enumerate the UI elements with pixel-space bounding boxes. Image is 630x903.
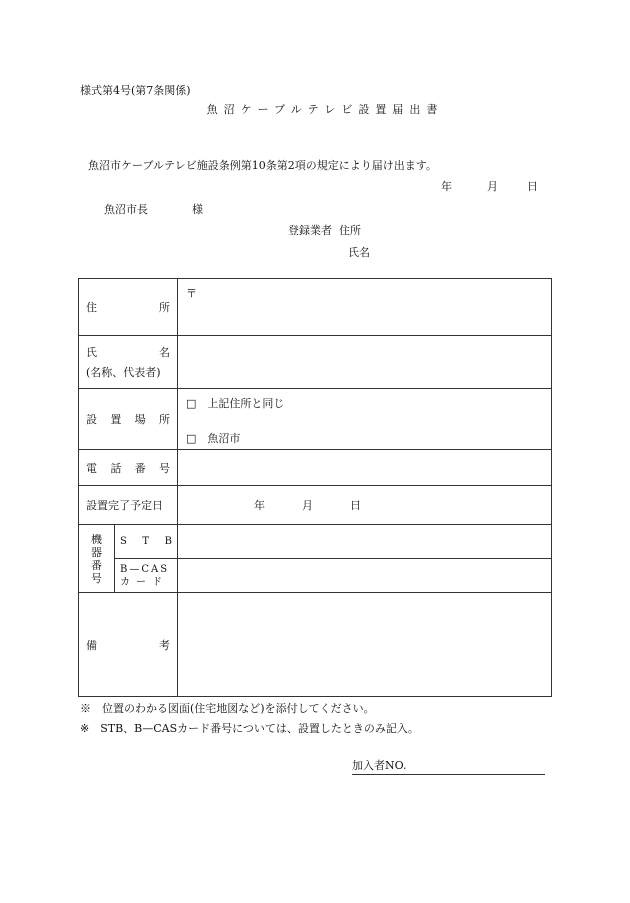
location-field xyxy=(178,389,552,450)
address-label-char-1: 住 xyxy=(86,301,97,314)
address-label-cell xyxy=(79,279,178,336)
name-field[interactable] xyxy=(178,336,552,389)
stb-number-field[interactable] xyxy=(178,525,552,559)
registrant-address xyxy=(288,222,361,238)
postal-mark: 〒 xyxy=(186,287,197,300)
completion-day-label: 日 xyxy=(350,499,361,512)
bcas-label-line-2: カード xyxy=(120,576,168,588)
remarks-label-cell xyxy=(79,593,178,697)
device-number-label: 機 器 番 号 xyxy=(79,525,115,593)
address-field[interactable] xyxy=(178,279,552,336)
address-label-char-2: 所 xyxy=(159,301,170,314)
remarks-field[interactable] xyxy=(178,593,552,697)
completion-month-label: 月 xyxy=(302,499,313,512)
location-label: 設 置 場 所 xyxy=(86,413,170,426)
note-card-number: ※ STB、B—CASカード番号については、設置したときのみ記入。 xyxy=(80,722,419,735)
remarks-label: 備 考 xyxy=(86,638,170,652)
form-number: 様式第4号(第7条関係) xyxy=(80,84,191,97)
addressee xyxy=(104,201,203,217)
phone-label-cell xyxy=(79,450,178,486)
registrant-address-label: 住所 xyxy=(339,224,361,237)
name-label-cell xyxy=(79,336,178,389)
completion-date-field[interactable] xyxy=(178,486,552,525)
registrant-name-label: 氏名 xyxy=(348,246,370,259)
submission-date xyxy=(441,178,538,194)
location-option-same-address[interactable]: □ 上記住所と同じ xyxy=(186,397,285,410)
completion-year-label: 年 xyxy=(254,499,265,512)
registrant-label: 登録業者 xyxy=(288,224,332,237)
bcas-number-field[interactable] xyxy=(178,559,552,593)
bcas-label-cell xyxy=(115,559,178,593)
completion-label: 設置完了予定日 xyxy=(86,499,163,512)
date-year-label: 年 xyxy=(441,180,452,193)
stb-label: S T B xyxy=(120,536,172,547)
phone-field[interactable] xyxy=(178,450,552,486)
note-attach-map: ※ 位置のわかる図面(住宅地図など)を添付してください。 xyxy=(80,702,375,715)
application-form-table xyxy=(78,278,552,697)
bcas-label-line-1: B—CAS xyxy=(120,563,170,575)
location-label-cell xyxy=(79,389,178,450)
name-sub-label: (名称、代表者) xyxy=(86,366,161,379)
name-label: 氏 名 xyxy=(86,346,170,359)
completion-label-cell xyxy=(79,486,178,525)
date-month-label: 月 xyxy=(487,180,498,193)
date-day-label: 日 xyxy=(527,180,538,193)
member-number-field[interactable]: 加入者NO. xyxy=(352,757,545,775)
phone-label: 電 話 番 号 xyxy=(86,461,170,475)
form-title: 魚沼ケーブルテレビ設置届出書 xyxy=(206,103,444,116)
addressee-honorific: 様 xyxy=(192,203,203,216)
stb-label-cell xyxy=(115,525,178,559)
intro-text: 魚沼市ケーブルテレビ施設条例第10条第2項の規定により届け出ます。 xyxy=(88,159,437,172)
addressee-name: 魚沼市長 xyxy=(104,203,148,216)
address-label xyxy=(86,299,170,315)
location-option-uonuma[interactable]: □ 魚沼市 xyxy=(186,432,241,445)
